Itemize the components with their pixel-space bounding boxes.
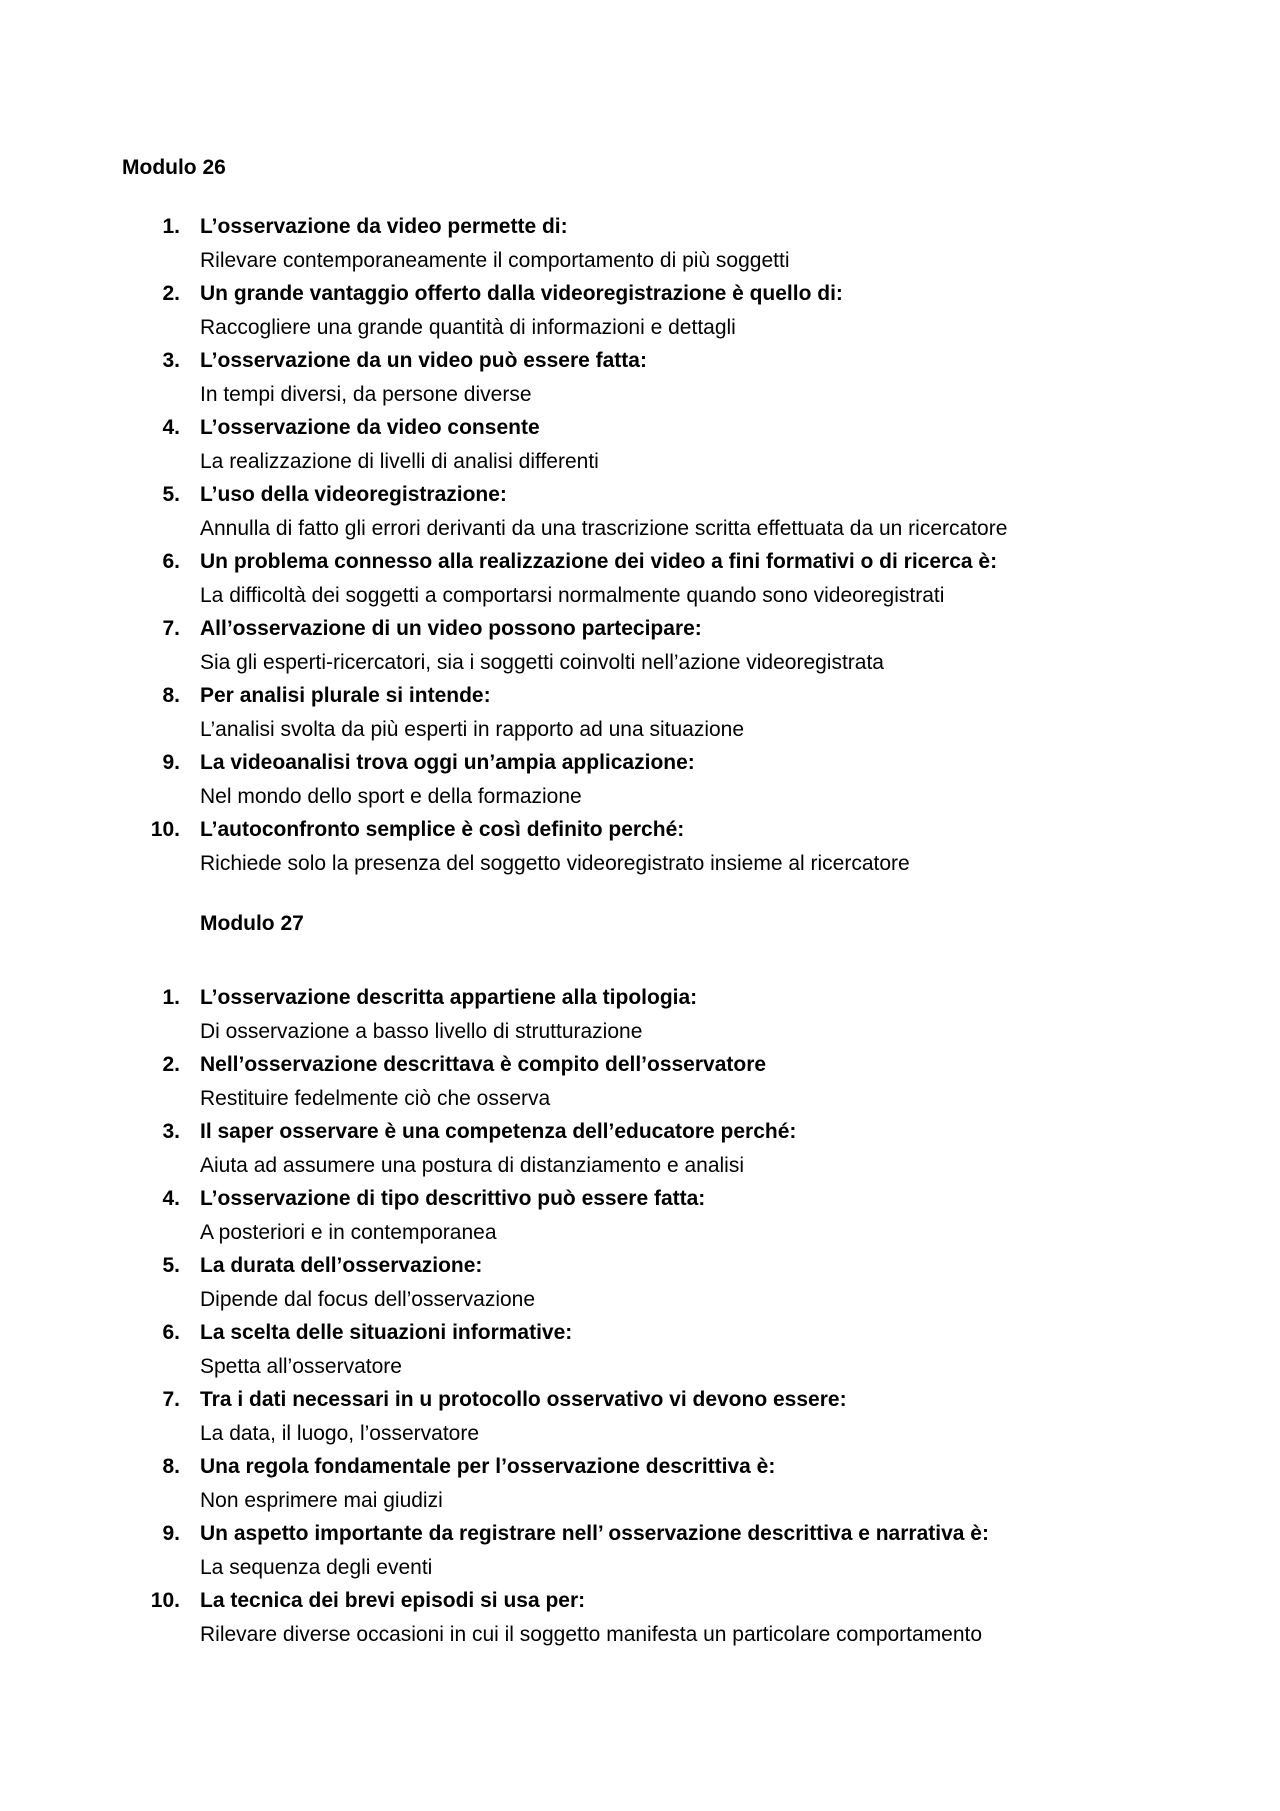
answer-text: Spetta all’osservatore [200,1354,402,1378]
item-number: 2. [162,1053,180,1076]
item-number: 10. [150,818,180,841]
item-number: 5. [162,483,180,506]
item-number: 5. [162,1254,180,1277]
module-27-heading: Modulo 27 [200,912,304,935]
item-number: 4. [162,1187,180,1210]
item-number: 3. [162,349,180,372]
item-number: 9. [162,751,180,774]
question-text: Per analisi plurale si intende: [200,684,491,707]
list-item [0,1383,1280,1450]
question-text: L’uso della videoregistrazione: [200,483,507,506]
answer-text: Rilevare diverse occasioni in cui il soggetto manifesta un particolare comportamento [200,1622,983,1646]
question-text: L’osservazione da video consente [200,416,540,439]
answer-text: Dipende dal focus dell’osservazione [200,1287,536,1311]
list-item [0,210,1280,277]
question-text: L’osservazione da video permette di: [200,215,568,238]
item-number: 1. [162,986,180,1009]
list-item [0,746,1280,813]
list-item [0,545,1280,612]
question-text: Il saper osservare è una competenza dell’educatore perché: [200,1120,797,1143]
question-text: Una regola fondamentale per l’osservazione descrittiva è: [200,1455,776,1478]
answer-text: Di osservazione a basso livello di strutturazione [200,1019,643,1043]
item-number: 6. [162,550,180,573]
answer-text: In tempi diversi, da persone diverse [200,382,532,406]
answer-text: La difficoltà dei soggetti a comportarsi normalmente quando sono videoregistrati [200,583,945,607]
answer-text: Raccogliere una grande quantità di informazioni e dettagli [200,315,736,339]
answer-text: La data, il luogo, l’osservatore [200,1421,479,1445]
question-text: L’osservazione da un video può essere fatta: [200,349,647,372]
list-item [0,1584,1280,1651]
question-text: Un grande vantaggio offerto dalla videoregistrazione è quello di: [200,282,843,305]
list-item [0,679,1280,746]
answer-text: L’analisi svolta da più esperti in rapporto ad una situazione [200,717,745,741]
question-text: Nell’osservazione descrittava è compito dell’osservatore [200,1053,767,1076]
item-number: 9. [162,1522,180,1545]
list-item [0,1048,1280,1115]
answer-text: Sia gli esperti-ricercatori, sia i soggetti coinvolti nell’azione videoregistrata [200,650,884,674]
list-item [0,411,1280,478]
list-item [0,1450,1280,1517]
module-27-question-list [0,981,1280,1651]
question-text: All’osservazione di un video possono partecipare: [200,617,702,640]
item-number: 8. [162,1455,180,1478]
item-number: 10. [150,1589,180,1612]
list-item [0,1115,1280,1182]
answer-text: La realizzazione di livelli di analisi differenti [200,449,599,473]
answer-text: Rilevare contemporaneamente il comportamento di più soggetti [200,248,790,272]
question-text: L’osservazione descritta appartiene alla tipologia: [200,986,698,1009]
list-item [0,612,1280,679]
list-item [0,344,1280,411]
answer-text: Aiuta ad assumere una postura di distanziamento e analisi [200,1153,744,1177]
answer-text: A posteriori e in contemporanea [200,1220,497,1244]
question-text: La tecnica dei brevi episodi si usa per: [200,1589,586,1612]
answer-text: La sequenza degli eventi [200,1555,433,1579]
answer-text: Non esprimere mai giudizi [200,1488,443,1512]
answer-text: Annulla di fatto gli errori derivanti da una trascrizione scritta effettuata da un ricercatore [200,516,1008,540]
question-text: La scelta delle situazioni informative: [200,1321,573,1344]
item-number: 3. [162,1120,180,1143]
list-item [0,277,1280,344]
list-item [0,1182,1280,1249]
list-item [0,478,1280,545]
list-item [0,1517,1280,1584]
question-text: Tra i dati necessari in u protocollo osservativo vi devono essere: [200,1388,847,1411]
item-number: 8. [162,684,180,707]
answer-text: Richiede solo la presenza del soggetto videoregistrato insieme al ricercatore [200,851,910,875]
item-number: 1. [162,215,180,238]
item-number: 7. [162,617,180,640]
answer-text: Nel mondo dello sport e della formazione [200,784,582,808]
module-26-heading: Modulo 26 [122,156,226,179]
item-number: 2. [162,282,180,305]
question-text: La videoanalisi trova oggi un’ampia applicazione: [200,751,695,774]
list-item [0,981,1280,1048]
question-text: Un problema connesso alla realizzazione dei video a fini formativi o di ricerca è: [200,550,998,573]
module-26-question-list [0,210,1280,880]
list-item [0,813,1280,880]
question-text: La durata dell’osservazione: [200,1254,483,1277]
question-text: L’autoconfronto semplice è così definito perché: [200,818,685,841]
item-number: 7. [162,1388,180,1411]
question-text: L’osservazione di tipo descrittivo può essere fatta: [200,1187,706,1210]
question-text: Un aspetto importante da registrare nell’ osservazione descrittiva e narrativa è: [200,1522,989,1545]
list-item [0,1249,1280,1316]
item-number: 6. [162,1321,180,1344]
item-number: 4. [162,416,180,439]
list-item [0,1316,1280,1383]
answer-text: Restituire fedelmente ciò che osserva [200,1086,551,1110]
